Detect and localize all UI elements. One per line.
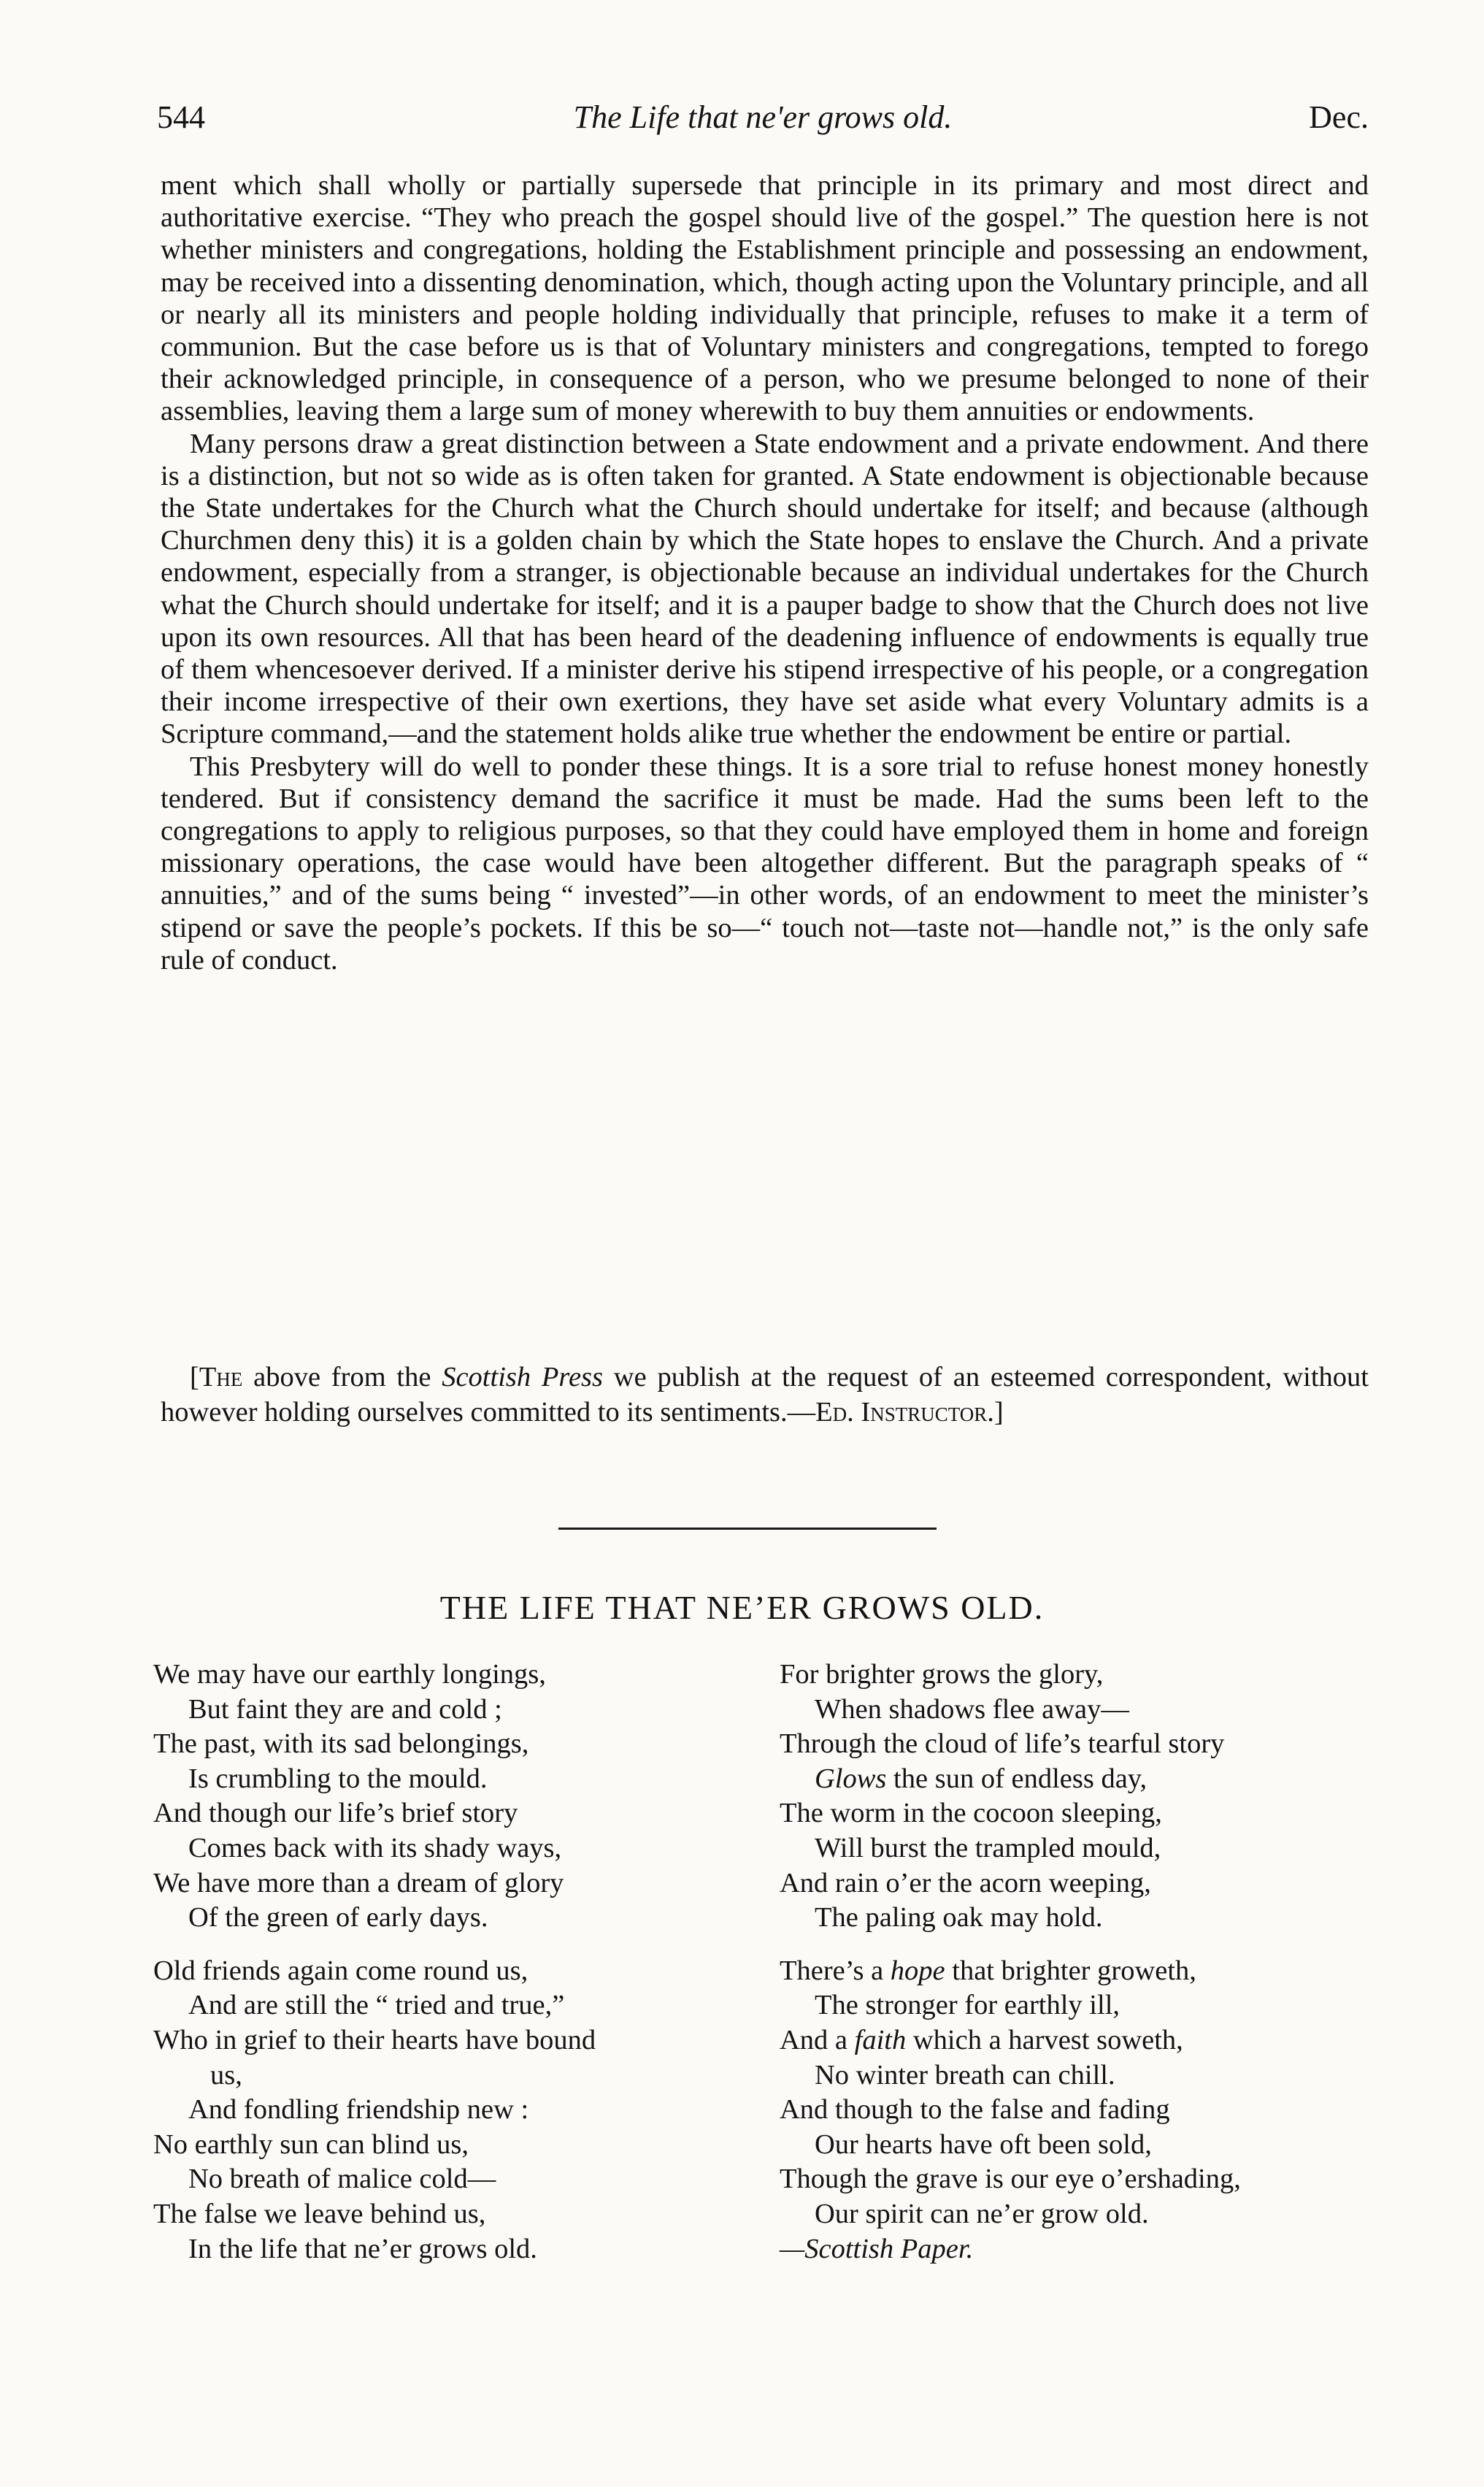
poem-line-rest: which a harvest soweth,: [906, 2024, 1183, 2055]
poem-line: But faint they are and cold ;: [188, 1693, 502, 1725]
poem-line: For brighter grows the glory,: [780, 1659, 1104, 1690]
stanza-3: [153, 1954, 781, 2266]
poem-line: When shadows flee away—: [815, 1693, 1129, 1725]
poem-line: Through the cloud of life’s tearful story: [780, 1728, 1225, 1760]
poem-line: Though the grave is our eye o’ershading,: [780, 2164, 1241, 2195]
poem-line: The worm in the cocoon sleeping,: [780, 1798, 1162, 1829]
poem-line: The stronger for earthly ill,: [815, 1990, 1120, 2021]
running-title: The Life that ne'er grows old.: [573, 99, 953, 135]
poem-line-start: And a: [780, 2024, 855, 2055]
poem-line: And though our life’s brief story: [153, 1798, 518, 1829]
poem-line: [780, 1762, 1400, 1797]
poem-line: And though to the false and fading: [780, 2094, 1170, 2126]
poem-line: And fondling friendship new :: [188, 2094, 529, 2126]
editor-note: [161, 1360, 1369, 1430]
poem-line: us,: [210, 2059, 242, 2091]
poem-line: Is crumbling to the mould.: [188, 1763, 488, 1794]
running-header: [157, 99, 1369, 142]
stanza-2: [780, 1658, 1400, 1936]
poem-right-column: [780, 1658, 1400, 2285]
poem-title: THE LIFE THAT NE’ER GROWS OLD.: [439, 1589, 1045, 1626]
poem-line: And are still the “ tried and true,”: [188, 1990, 565, 2021]
poem-emphasis: faith: [854, 2024, 907, 2055]
note-lead-word: The: [199, 1362, 243, 1392]
page-number: 544: [157, 99, 205, 135]
header-month: Dec.: [1309, 99, 1369, 135]
article-body: [161, 169, 1369, 976]
poem-line-start: There’s a: [780, 1955, 891, 1986]
poem-line: No winter breath can chill.: [815, 2059, 1115, 2091]
poem-line: The paling oak may hold.: [815, 1902, 1103, 1934]
poem-line: Our spirit can ne’er grow old.: [815, 2198, 1149, 2229]
paragraph-2: Many persons draw a great distinction between a State endowment and a private endowment. And there is a distinction, but not so wide as is often taken for granted. A State endowment is objectionable because the State undertakes for the Church what the Church should undertake for itself; and because (although Churchmen deny this) it is a golden chain by which the State hopes to enslave the Church. And a private endowment, especially from a stranger, is objectionable because an individual undertakes for the Church what the Church should undertake for itself; and it is a pauper badge to show that the Church does not live upon its own resources. All that has been heard of the deadening influence of endowments is equally true of them whencesoever derived. If a minister derive his stipend irrespective of his people, or a congregation their income irrespective of their own exertions, they have set aside what every Voluntary admits is a Scripture command,—and the statement holds alike true whether the endowment be entire or partial.: [161, 428, 1369, 750]
poem-line: No breath of malice cold—: [188, 2164, 496, 2195]
poem-line: Old friends again come round us,: [153, 1955, 528, 1986]
poem-left-column: [153, 1658, 781, 2285]
poem-line: No earthly sun can blind us,: [153, 2128, 469, 2160]
stanza-1: [153, 1658, 781, 1936]
note-text-1: above from the: [242, 1362, 442, 1392]
poem-line: Of the green of early days.: [188, 1902, 488, 1934]
paragraph-1: ment which shall wholly or partially supersede that principle in its primary and most direct and authoritative exercise. “They who preach the gospel should live of the gospel.” The question here is not whether ministers and congregations, holding the Establishment principle and possessing an endowment, may be received into a dissenting denomination, which, though acting upon the Voluntary principle, and all or nearly all its ministers and people holding individually that principle, refuses to make it a term of communion. But the case before us is that of Voluntary ministers and congregations, tempted to forego their acknowledged principle, in consequence of a person, who we presume belonged to none of their assemblies, leaving them a large sum of money wherewith to buy them annuities or endowments.: [161, 170, 1369, 427]
poem-line: We may have our earthly longings,: [153, 1659, 546, 1690]
stanza-4: [780, 1954, 1400, 2266]
poem-attribution: —Scottish Paper.: [780, 2233, 974, 2264]
poem-line: Comes back with its shady ways,: [188, 1832, 562, 1863]
poem-line: And rain o’er the acorn weeping,: [780, 1867, 1151, 1898]
poem-line: Who in grief to their hearts have bound: [153, 2024, 596, 2055]
poem-line: [780, 2023, 1400, 2058]
note-signature: Ed. Instructor.: [815, 1397, 994, 1428]
poem-line: Will burst the trampled mould,: [815, 1832, 1161, 1863]
poem-emphasis: hope: [890, 1955, 945, 1986]
poem-line: In the life that ne’er grows old.: [188, 2233, 537, 2264]
note-text-2: we publish at the request of an esteemed correspondent, without however holding ourselves committed to its sentiments.—: [161, 1362, 1369, 1428]
poem-line: We have more than a dream of glory: [153, 1867, 564, 1898]
poem-line: Our hearts have oft been sold,: [815, 2128, 1152, 2160]
poem-line: [780, 1954, 1400, 1989]
poem-line-rest: the sun of endless day,: [886, 1763, 1147, 1794]
section-divider: [558, 1528, 937, 1530]
note-close-bracket: ]: [993, 1397, 1004, 1428]
poem-line: The false we leave behind us,: [153, 2198, 486, 2229]
poem-line-rest: that brighter groweth,: [945, 1955, 1196, 1986]
poem-line: The past, with its sad belongings,: [153, 1728, 529, 1760]
poem-emphasis: Glows: [815, 1763, 887, 1794]
note-source: Scottish Press: [442, 1362, 604, 1392]
note-open-bracket: [: [190, 1362, 199, 1392]
paragraph-3: This Presbytery will do well to ponder these things. It is a sore trial to refuse honest money honestly tendered. But if consistency demand the sacrifice it must be made. Had the sums been left to the congregations to apply to religious purposes, so that they could have employed them in home and foreign missionary operations, the case would have been altogether different. But the paragraph speaks of “ annuities,” and of the sums being “ invested”—in other words, of an endowment to meet the minister’s stipend or save the people’s pockets. If this be so—“ touch not—taste not—handle not,” is the only safe rule of conduct.: [161, 751, 1369, 976]
